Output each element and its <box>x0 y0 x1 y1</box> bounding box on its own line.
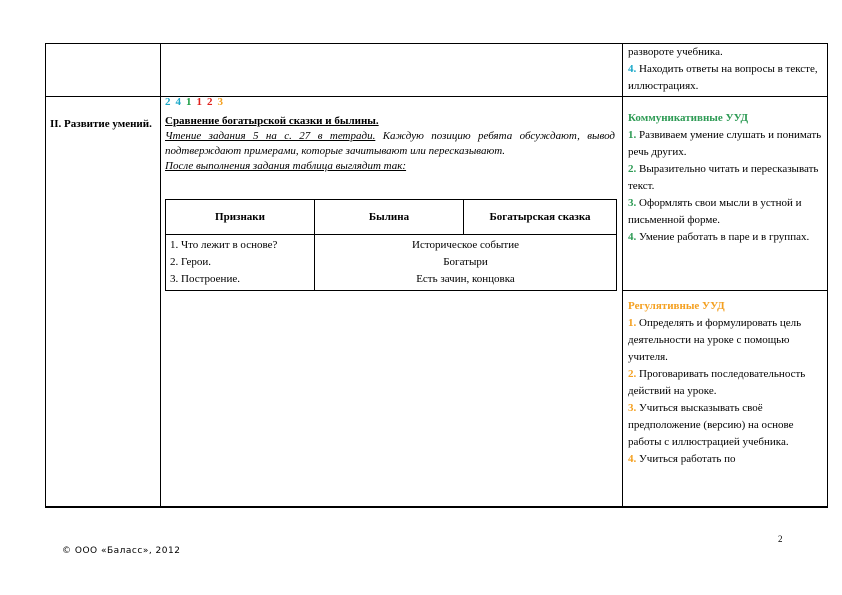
after-text: После выполнения задания таблица выглядит так: <box>165 160 407 172</box>
list-item: 2. Проговаривать последовательность действий на уроке. <box>628 368 806 397</box>
table-row <box>166 235 617 291</box>
number-0: 2 <box>165 96 171 108</box>
number-3: 1 <box>196 96 202 108</box>
column-divider-1 <box>160 43 161 508</box>
column-divider-2 <box>622 43 623 508</box>
top-right-num: 4. <box>628 63 637 75</box>
reg-title: Регулятивные УУД <box>628 300 725 312</box>
list-item: 4. Умение работать в паре и в группах. <box>628 231 810 243</box>
list-item: 3. Учиться высказывать своё предположение (версию) на основе работы с иллюстрацией учебника. <box>628 402 794 448</box>
section-title: II. Развитие умений. <box>50 118 152 130</box>
number-5: 3 <box>217 96 223 108</box>
middle-content <box>165 114 615 174</box>
merged-values-cell: Историческое событие Богатыри Есть зачин, концовка <box>315 235 617 291</box>
top-right-line-1: развороте учебника. <box>628 46 723 58</box>
task-text <box>165 129 615 159</box>
task-underlined: Чтение задания 5 на с. 27 в тетради. <box>165 130 376 142</box>
list-item: 1. Определять и формулировать цель деятельности на уроке с помощью учителя. <box>628 317 802 363</box>
comparison-table <box>165 199 617 291</box>
reg-block <box>628 298 824 468</box>
number-1: 4 <box>175 96 181 108</box>
list-item: 1. Развиваем умение слушать и понимать речь других. <box>628 129 822 158</box>
header-bylina: Былина <box>315 200 464 235</box>
list-item: 3. Оформлять свои мысли в устной и письменной форме. <box>628 197 802 226</box>
number-4: 2 <box>207 96 213 108</box>
header-signs: Признаки <box>166 200 315 235</box>
header-tale: Богатырская сказка <box>464 200 617 235</box>
signs-cell: 1. Что лежит в основе? 2. Герои. 3. Построение. <box>166 235 315 291</box>
komm-title: Коммуникативные УУД <box>628 112 749 124</box>
page-number: 2 <box>778 534 783 544</box>
list-item: 4. Учиться работать по <box>628 453 736 465</box>
middle-heading: Сравнение богатырской сказки и былины. <box>165 115 379 127</box>
task-rest: Каждую позицию ребята обсуждают, вывод подтверждают примерами, которые зачитывают или пересказывают. <box>165 130 615 157</box>
number-2: 1 <box>186 96 192 108</box>
top-right-cell <box>628 44 824 95</box>
colored-numbers <box>165 96 228 108</box>
row-divider <box>45 96 828 97</box>
right-cell-divider <box>622 290 828 291</box>
copyright-footer: © ООО «Баласс», 2012 <box>62 546 181 556</box>
top-right-line-2: 4. Находить ответы на вопросы в тексте, иллюстрациях. <box>628 63 818 92</box>
list-item: 2. Выразительно читать и пересказывать текст. <box>628 163 819 192</box>
komm-block <box>628 110 824 246</box>
